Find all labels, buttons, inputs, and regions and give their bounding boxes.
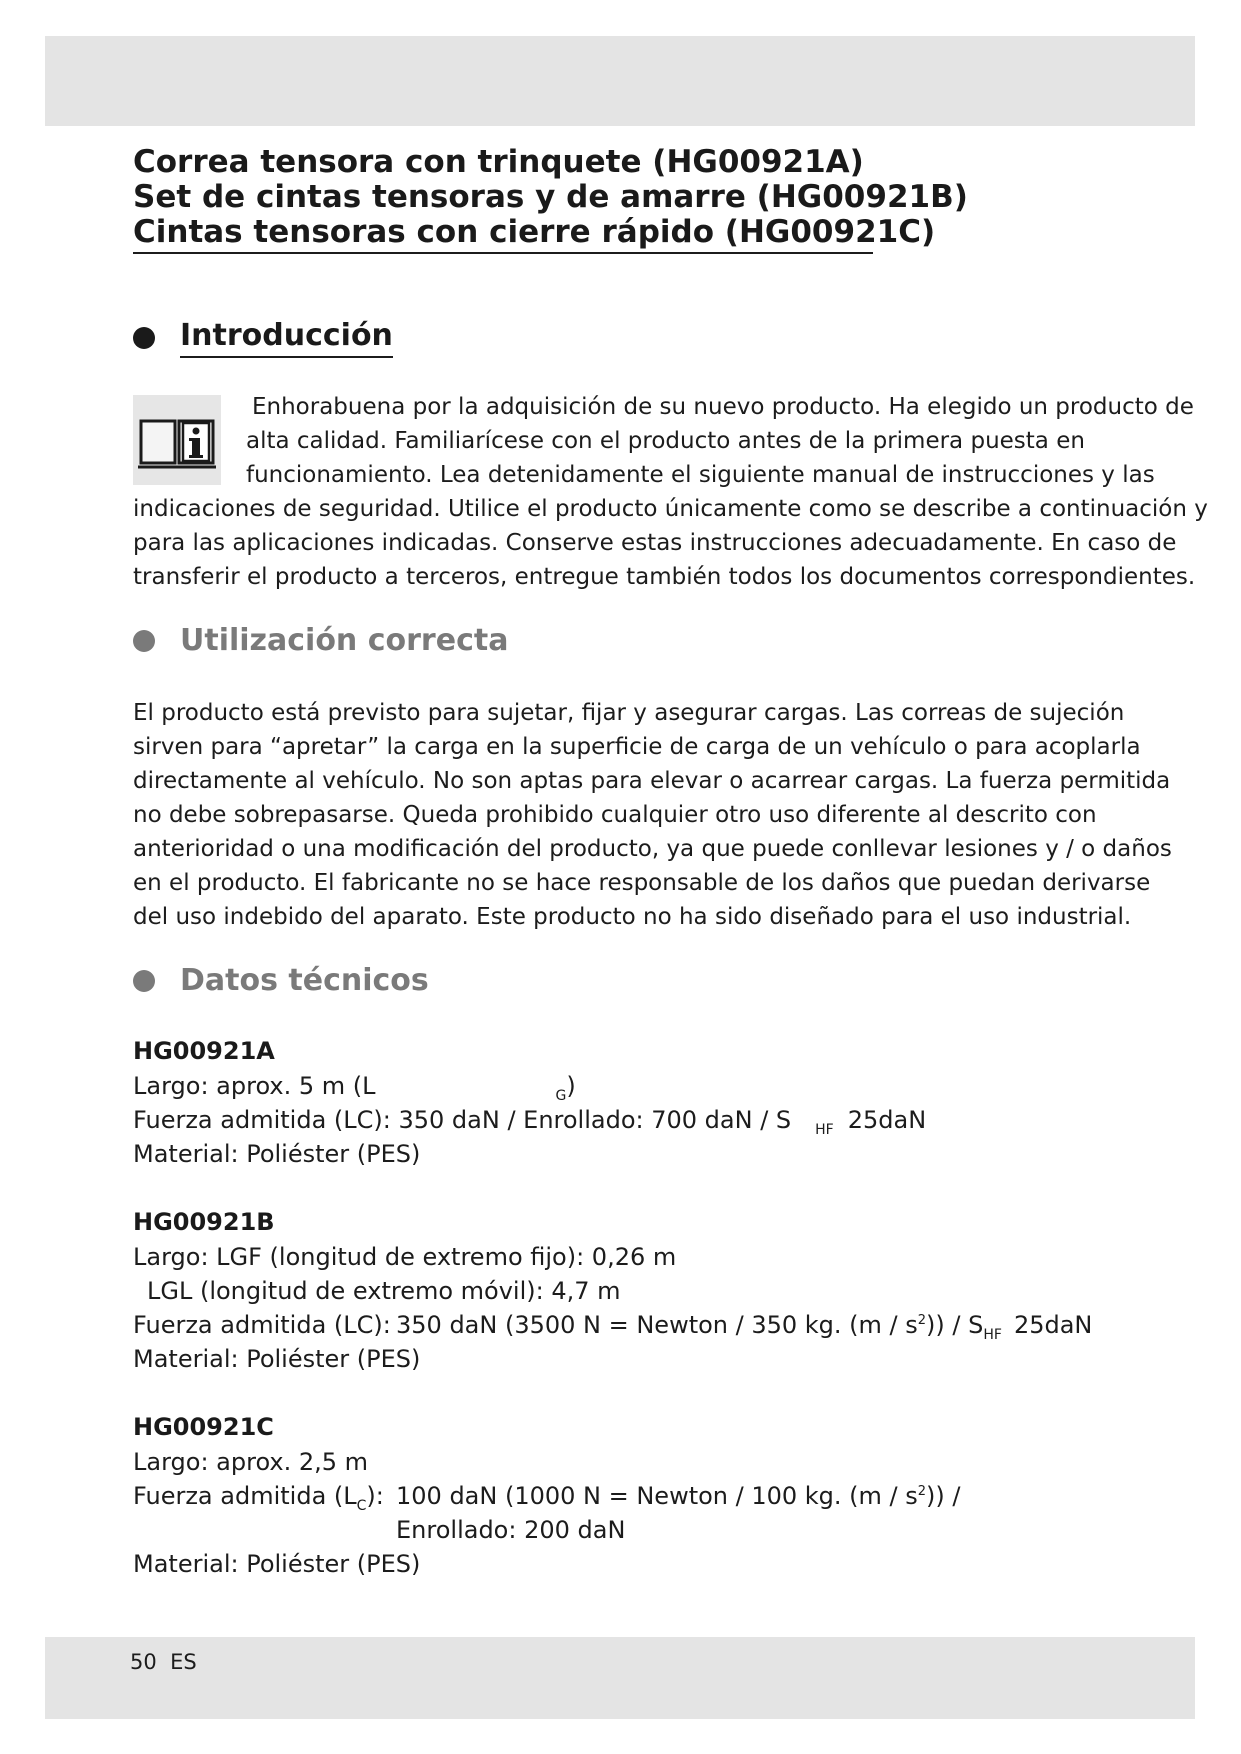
model-b-force-sup: 2 — [917, 1313, 927, 1328]
model-c-material: Material: Poliéster (PES) — [133, 1550, 421, 1578]
model-c-force-sup: 2 — [917, 1484, 927, 1499]
model-a-material: Material: Poliéster (PES) — [133, 1140, 421, 1168]
model-a-force — [133, 1106, 926, 1138]
intro-line-4: indicaciones de seguridad. Utilice el producto únicamente como se describe a continuación y — [133, 496, 1208, 522]
bullet-icon — [133, 970, 155, 992]
model-a-length-text: Largo: aprox. 5 m (L — [133, 1072, 376, 1100]
model-a-length — [133, 1072, 576, 1104]
model-b-title: HG00921B — [133, 1208, 275, 1236]
intro-line-2: alta calidad. Familiarícese con el producto antes de la primera puesta en — [246, 428, 1085, 454]
model-b-length-1: Largo: LGF (longitud de extremo fijo): 0,26 m — [133, 1243, 677, 1271]
usage-line-6: en el producto. El fabricante no se hace responsable de los daños que puedan derivarse — [133, 870, 1151, 896]
section-title-usage: Utilización correcta — [180, 623, 509, 658]
model-c-force-label-end: ): — [366, 1482, 384, 1510]
section-title-intro: Introducción — [180, 318, 393, 358]
model-b-material: Material: Poliéster (PES) — [133, 1345, 421, 1373]
usage-line-4: no debe sobrepasarse. Queda prohibido cualquier otro uso diferente al descrito con — [133, 802, 1097, 828]
model-b-force-value — [396, 1311, 1092, 1343]
model-b-force-sub: HF — [983, 1326, 1002, 1343]
info-manual-icon — [133, 395, 221, 485]
model-c-force-label — [133, 1482, 384, 1514]
section-intro-heading — [133, 318, 393, 358]
page-footer — [130, 1650, 197, 1674]
title-line-1: Correa tensora con trinquete (HG00921A) — [133, 144, 864, 180]
model-a-length-sub: G — [555, 1087, 567, 1104]
model-c-title: HG00921C — [133, 1413, 274, 1441]
model-b-force-label: Fuerza admitida (LC): — [133, 1311, 391, 1339]
section-tech-heading — [133, 963, 429, 998]
model-a-force-end: 25daN — [847, 1106, 927, 1134]
section-usage-heading — [133, 623, 508, 658]
header-band — [45, 36, 1195, 126]
usage-line-1: El producto está previsto para sujetar, fijar y asegurar cargas. Las correas de sujeción — [133, 700, 1125, 726]
language-code: ES — [170, 1650, 197, 1674]
model-a-force-text: Fuerza admitida (LC): 350 daN / Enrollado: 700 daN / S — [133, 1106, 792, 1134]
intro-line-5: para las aplicaciones indicadas. Conserve estas instrucciones adecuadamente. En caso de — [133, 530, 1177, 556]
model-b-force-text: 350 daN (3500 N = Newton / 350 kg. (m / s — [396, 1311, 918, 1339]
document-title — [133, 144, 968, 254]
model-b-length-2: LGL (longitud de extremo móvil): 4,7 m — [147, 1277, 621, 1305]
usage-line-3: directamente al vehículo. No son aptas para elevar o acarrear cargas. La fuerza permitida — [133, 768, 1171, 794]
title-line-3: Cintas tensoras con cierre rápido (HG00921C) — [133, 214, 936, 250]
section-title-tech: Datos técnicos — [180, 963, 429, 998]
title-line-2: Set de cintas tensoras y de amarre (HG00921B) — [133, 179, 968, 215]
usage-line-5: anterioridad o una modificación del producto, ya que puede conllevar lesiones y / o daños — [133, 836, 1172, 862]
model-c-force-value — [396, 1482, 961, 1510]
model-c-force-value-2: Enrollado: 200 daN — [396, 1516, 626, 1544]
usage-line-2: sirven para “apretar” la carga en la superficie de carga de un vehículo o para acoplarla — [133, 734, 1141, 760]
bullet-icon — [133, 327, 155, 349]
model-a-length-end: ) — [566, 1072, 576, 1100]
model-a-force-sub: HF — [815, 1121, 834, 1138]
intro-line-3: funcionamiento. Lea detenidamente el siguiente manual de instrucciones y las — [246, 462, 1155, 488]
page-number: 50 — [130, 1650, 157, 1674]
model-b-force-mid: )) / S — [926, 1311, 984, 1339]
bullet-icon — [133, 630, 155, 652]
model-c-force-label-sub: C — [356, 1497, 367, 1514]
usage-line-7: del uso indebido del aparato. Este producto no ha sido diseñado para el uso industrial. — [133, 904, 1132, 930]
intro-line-1: Enhorabuena por la adquisición de su nuevo producto. Ha elegido un producto de — [252, 394, 1194, 420]
model-c-force-end: )) / — [926, 1482, 961, 1510]
model-c-force-label-text: Fuerza admitida (L — [133, 1482, 357, 1510]
model-c-length: Largo: aprox. 2,5 m — [133, 1448, 369, 1476]
model-a-title: HG00921A — [133, 1037, 275, 1065]
footer-band — [45, 1637, 1195, 1719]
intro-line-6: transferir el producto a terceros, entregue también todos los documentos correspondientes. — [133, 564, 1196, 590]
model-c-force-text: 100 daN (1000 N = Newton / 100 kg. (m / s — [396, 1482, 918, 1510]
model-b-force-end: 25daN — [1013, 1311, 1093, 1339]
